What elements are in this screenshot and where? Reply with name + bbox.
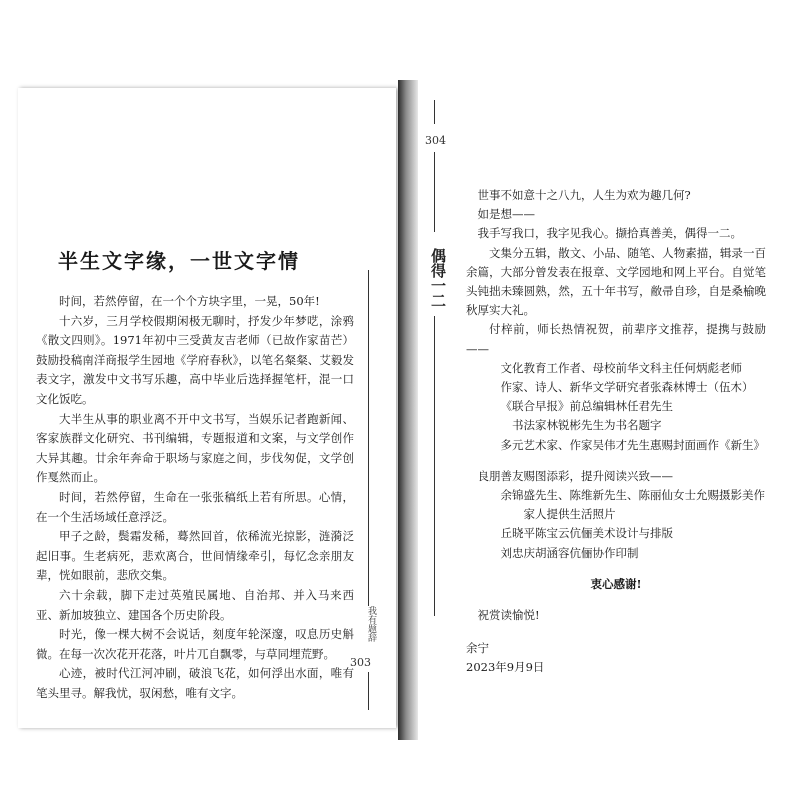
right-paragraph: 良朋善友赐图添彩，提升阅读兴致—— — [477, 468, 673, 483]
right-paragraph: 《联合早报》前总编辑林任君先生 — [500, 399, 673, 414]
paragraph: 时间，若然停留，在一个个方块字里，一晃，50年! — [59, 294, 320, 308]
left-margin-rule — [368, 270, 369, 630]
left-margin-rule-bottom — [368, 672, 369, 710]
paragraph: 甲子之龄，鬓霜发稀，蓦然回首，依稀流光掠影，涟漪泛起旧事。生老病死，悲欢离合，世间情缘牵引，每忆念亲朋友辈，恍如眼前，悲欣交集。 — [36, 529, 354, 583]
right-margin-rule — [434, 152, 435, 232]
right-side-label: 偶得一二 — [429, 248, 447, 308]
right-paragraph: 文化教育工作者、母校前华文科主任何炳彪老师 — [500, 360, 742, 375]
paragraph: 六十余载，脚下走过英殖民属地、自治邦、并入马来西亚、新加坡独立、建国各个历史阶段。 — [36, 587, 354, 622]
left-side-label: 我有题辞 — [360, 606, 376, 642]
book-gutter — [398, 80, 418, 740]
author-name: 余宁 — [466, 641, 489, 656]
right-paragraph: 作家、诗人、新华文学研究者张森林博士（伍木） — [500, 380, 754, 395]
paragraph: 大半生从事的职业离不开中文书写，当娱乐记者跑新闻、客家族群文化研究、书刊编辑，专题报道和文案，与文学创作大异其趣。廿余年奔命于职场与家庭之间，步伐匆促，文学创作戛然而止。 — [36, 411, 354, 485]
right-paragraph: 刘忠庆胡涵容伉俪协作印制 — [500, 545, 639, 560]
essay-title: 半生文字缘，一世文字情 — [58, 249, 300, 273]
right-margin-rule-top — [434, 100, 435, 124]
right-paragraph: 我手写我口，我字见我心。撷拾真善美，偶得一二。 — [477, 226, 742, 241]
right-paragraph: 如是想—— — [477, 207, 535, 222]
right-paragraph: 家人提供生活照片 — [523, 507, 616, 522]
right-paragraph: 文集分五辑，散文、小品、随笔、人物素描，辑录一百余篇，大部分曾发表在报章、文学园地和网上平台。自觉笔头钝拙未臻圆熟，然，五十年书写，敝帚自珍，自是桑榆晚秋厚实大礼。 — [466, 245, 766, 318]
page-number-right: 304 — [425, 134, 446, 147]
left-page-text — [36, 292, 354, 703]
right-margin-rule-lower — [434, 316, 435, 616]
page-number-left: 303 — [350, 656, 371, 669]
wish-line: 祝赏读愉悦! — [477, 608, 540, 623]
right-paragraph: 书法家林锐彬先生为书名题字 — [512, 418, 662, 433]
paragraph: 时光，像一棵大树不会说话，刻度年轮深邃，叹息历史斛微。在每一次次花开花落，叶片兀自飘零，与草同埋荒野。 — [36, 627, 354, 661]
right-paragraph: 余锦盛先生、陈维新先生、陈丽仙女士允赐摄影美作 — [500, 488, 765, 503]
right-paragraph: 丘晓平陈宝云伉俪美术设计与排版 — [500, 526, 673, 541]
right-paragraph: 付梓前，师长热情祝贺，前辈序文推荐，提携与鼓励—— — [466, 322, 766, 356]
date-line: 2023年9月9日 — [466, 660, 545, 675]
paragraph: 时间，若然停留，生命在一张张稿纸上若有所思。心情，在一个生活场域任意浮泛。 — [36, 489, 354, 524]
right-paragraph: 多元艺术家、作家吴伟才先生惠赐封面画作《新生》 — [500, 437, 765, 452]
right-paragraph: 世事不如意十之八九，人生为欢为趣几何? — [477, 188, 691, 202]
right-page-text — [466, 186, 766, 678]
paragraph: 心迹，被时代江河冲刷，破浪飞花，如何浮出水面，唯有笔头里寻。解我忧，驭闲愁，唯有文字。 — [36, 666, 354, 700]
paragraph: 十六岁，三月学校假期闲极无聊时，抒发少年梦呓，涂鸦《散文四则》。1971年初中三受黄友吉老师（已故作家苗芒）鼓励投稿南洋商报学生园地《学府春秋》，以笔名粲粲、艾毅发表文字，激发中文书写乐趣，高中毕业后选择握笔杆，混一口文化饭吃。 — [36, 313, 354, 406]
thanks-line: 衷心感谢! — [590, 576, 642, 591]
